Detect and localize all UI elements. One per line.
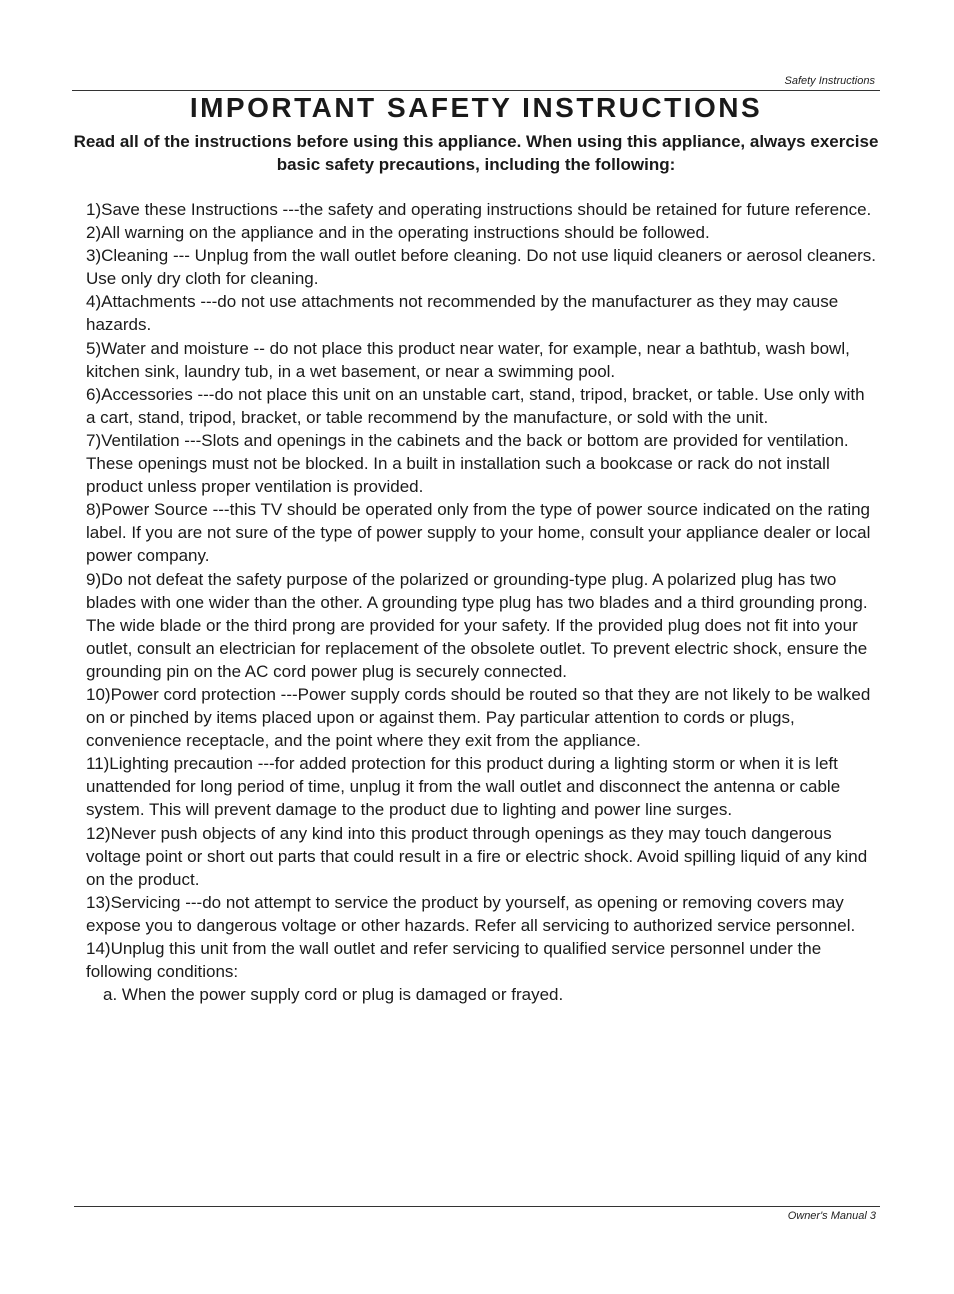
instruction-item-2: 2)All warning on the appliance and in the operating instructions should be followed. [86,223,710,243]
instruction-item-13: 13)Servicing ---do not attempt to service the product by yourself, as opening or removing covers may expose you to dangerous voltage or other hazards. Refer all servicing to authorized service personnel. [86,892,856,935]
instruction-list [86,198,876,1006]
instruction-item-8: 8)Power Source ---this TV should be operated only from the type of power source indicated on the rating label. If you are not sure of the type of power supply to your home, consult your appliance dealer or local power company. [86,500,871,566]
instruction-item-1: 1)Save these Instructions ---the safety and operating instructions should be retained for future reference. [86,200,872,219]
instruction-item-6: 6)Accessories ---do not place this unit on an unstable cart, stand, tripod, bracket, or table. Use only with a cart, stand, tripod, bracket, or table recommend by the manufacture, or sold with the unit. [86,384,865,427]
instruction-item-10: 10)Power cord protection ---Power supply cords should be routed so that they are not likely to be walked on or pinched by items placed upon or against them. Pay particular attention to cords or plugs, convenience receptacle, and the point where they exit from the appliance. [86,684,871,751]
page-title: IMPORTANT SAFETY INSTRUCTIONS [189,92,763,123]
instruction-item-9: 9)Do not defeat the safety purpose of the polarized or grounding-type plug. A polarized plug has two blades with one wider than the other. A grounding type plug has two blades and a third grounding prong. The wide blade or the third prong are provided for your safety. If the provided plug does not fit into your outlet, consult an electrician for replacement of the obsolete outlet. To prevent electric shock, ensure the grounding pin on the AC cord power plug is securely connected. [86,569,868,681]
instruction-item-7: 7)Ventilation ---Slots and openings in the cabinets and the back or bottom are provided for ventilation. These openings must not be blocked. In a built in installation such a bookcase or rack do not install product unless proper ventilation is provided. [86,430,849,497]
intro-paragraph: Read all of the instructions before using this appliance. When using this appliance, always exercise basic safety precautions, including the following: [73,132,879,174]
instruction-item-12: 12)Never push objects of any kind into this product through openings as they may touch dangerous voltage point or short out parts that could result in a fire or electric shock. Avoid spilling liquid of any kind on the product. [86,823,868,889]
instruction-item-3: 3)Cleaning --- Unplug from the wall outlet before cleaning. Do not use liquid cleaners or aerosol cleaners. Use only dry cloth for cleaning. [86,246,876,289]
footer-page-label: Owner's Manual 3 [787,1210,876,1222]
instruction-item-5: 5)Water and moisture -- do not place this product near water, for example, near a bathtub, wash bowl, kitchen sink, laundry tub, in a wet basement, or near a swimming pool. [86,338,850,381]
footer-rule [74,1206,880,1207]
instruction-item-4: 4)Attachments ---do not use attachments not recommended by the manufacturer as they may cause hazards. [86,292,839,335]
instruction-item-14: 14)Unplug this unit from the wall outlet and refer servicing to qualified service personnel under the following conditions: [86,939,822,982]
header-section-label: Safety Instructions [784,75,875,87]
instruction-item-11: 11)Lighting precaution ---for added protection for this product during a lighting storm or when it is left unattended for long period of time, unplug it from the wall outlet and disconnect the antenna or cable system. This will prevent damage to the product due to lighting and power line surges. [86,754,841,820]
instruction-sub-item-a: a. When the power supply cord or plug is damaged or frayed. [103,985,564,1005]
header-rule [72,90,880,91]
